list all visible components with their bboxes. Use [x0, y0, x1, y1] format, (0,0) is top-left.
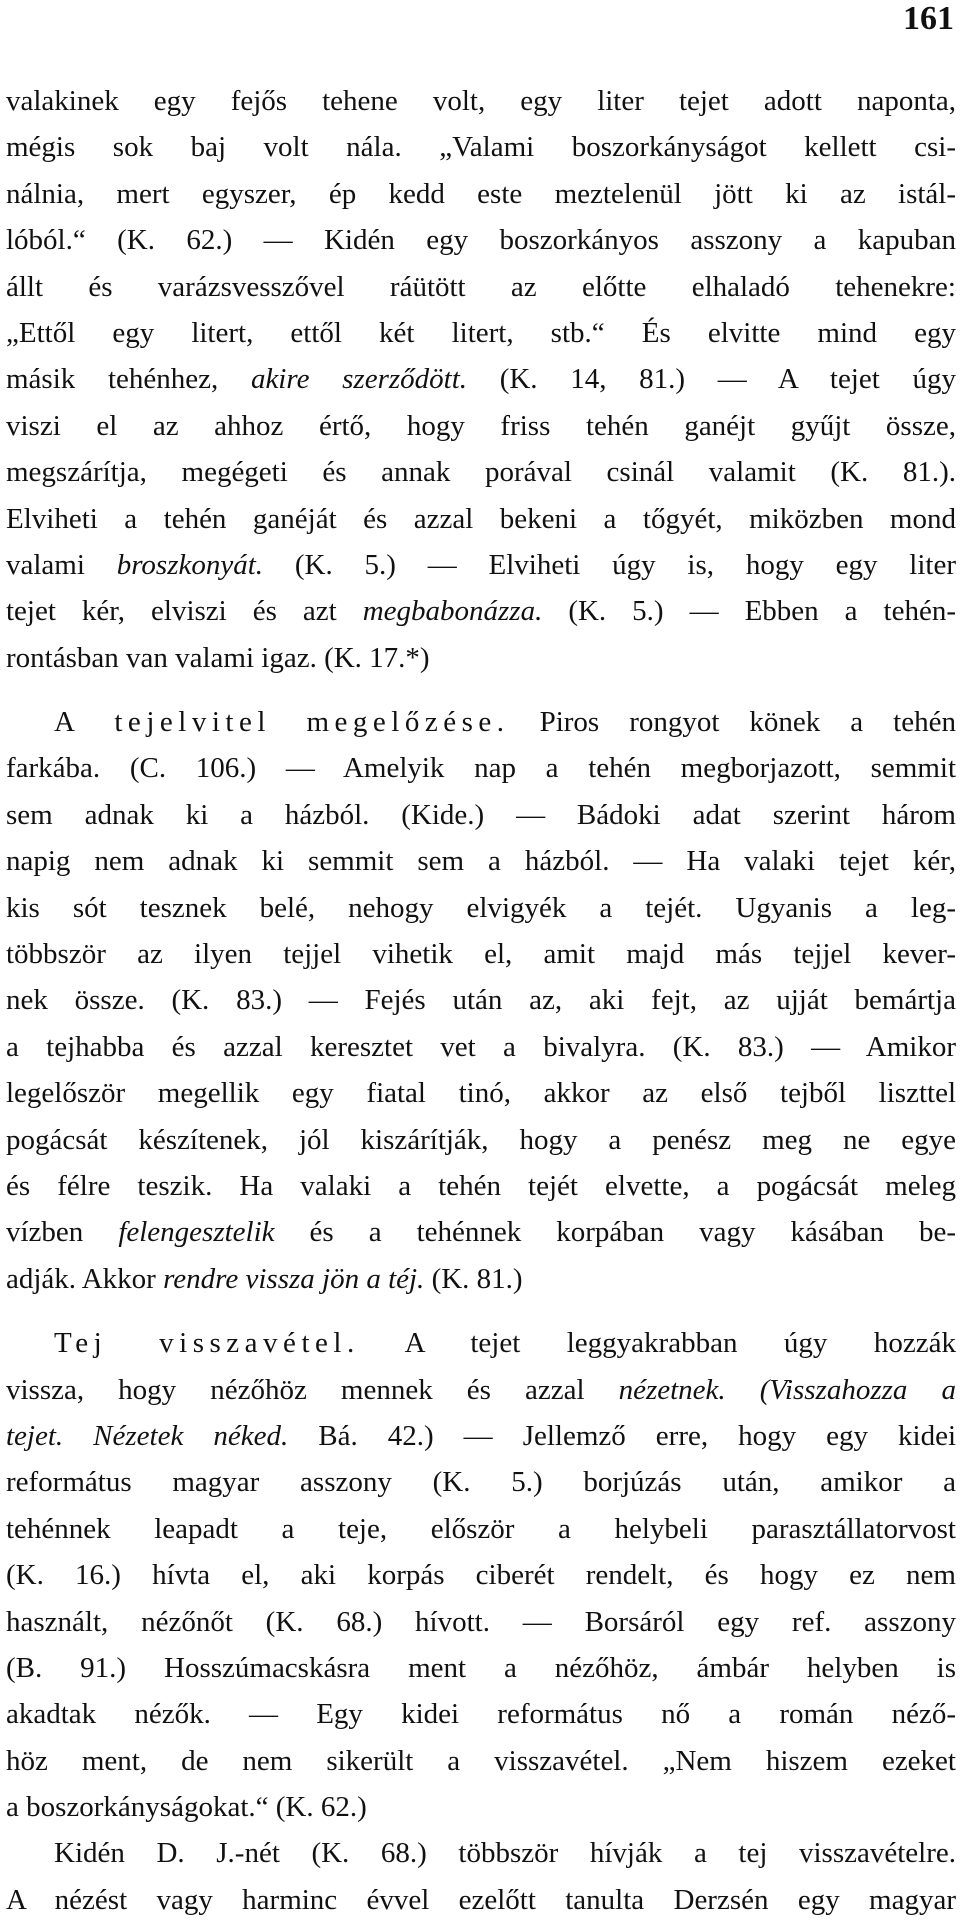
- text-line: kis sót tesznek belé, nehogy elvigyék a tejét. Ugyanis a leg-: [6, 891, 956, 924]
- text-line: a boszorkányságokat.“ (K. 62.): [6, 1791, 367, 1824]
- text-line: (K. 16.) hívta el, aki korpás ciberét rendelt, és hogy ez nem: [6, 1559, 956, 1592]
- text-line: farkába. (C. 106.) — Amelyik nap a tehén megborjazott, semmit: [6, 752, 956, 785]
- text-line: mégis sok baj volt nála. „Valami boszorkányságot kellett csi-: [6, 131, 956, 164]
- italic-phrase: nézetnek. (Visszahozza a: [618, 1373, 956, 1406]
- text-line: nálnia, mert egyszer, ép kedd este meztelenül jött ki az istál-: [6, 177, 956, 210]
- text-line: sem adnak ki a házból. (Kide.) — Bádoki adat szerint három: [6, 798, 956, 831]
- text-line: napig nem adnak ki semmit sem a házból. — Ha valaki tejet kér,: [6, 845, 956, 878]
- text-line: a tejhabba és azzal keresztet vet a bivalyra. (K. 83.) — Amikor: [6, 1030, 956, 1063]
- body-text: [6, 78, 956, 1923]
- text-line: adják. Akkor rendre vissza jön a téj. (K. 81.): [6, 1262, 523, 1295]
- text-line: tejet. Nézetek néked. Bá. 42.) — Jellemző erre, hogy egy kidei: [6, 1419, 956, 1452]
- text-line: használt, nézőnőt (K. 68.) hívott. — Borsáról egy ref. asszony: [6, 1605, 956, 1638]
- text-line: másik tehénhez, akire szerződött. (K. 14, 81.) — A tejet úgy: [6, 363, 956, 396]
- text-line: A nézést vagy harminc évvel ezelőtt tanulta Derzsén egy magyar: [6, 1883, 956, 1916]
- section-heading: A tejelvitel megelőzése.: [54, 706, 510, 739]
- text-line: nek össze. (K. 83.) — Fejés után az, aki fejt, az ujját bemártja: [6, 984, 956, 1017]
- text-line: lóból.“ (K. 62.) — Kidén egy boszorkányos asszony a kapuban: [6, 224, 956, 257]
- text-line: megszárítja, megégeti és annak porával csinál valamit (K. 81.).: [6, 456, 956, 489]
- text-line: tejet kér, elviszi és azt megbabonázza. (K. 5.) — Ebben a tehén-: [6, 595, 956, 628]
- text-line: viszi el az ahhoz értő, hogy friss tehén ganéjt gyűjt össze,: [6, 409, 956, 442]
- italic-phrase: felengesztelik: [118, 1216, 275, 1249]
- italic-phrase: tejet. Nézetek néked.: [6, 1419, 289, 1452]
- text-line: és félre teszik. Ha valaki a tehén tejét elvette, a pogácsát meleg: [6, 1169, 956, 1202]
- text-line: rontásban van valami igaz. (K. 17.*): [6, 641, 430, 674]
- text-line: vízben felengesztelik és a tehénnek korpában vagy kásában be-: [6, 1216, 956, 1249]
- italic-phrase: megbabonázza.: [362, 595, 543, 628]
- text-line: tehénnek leapadt a teje, először a helybeli parasztállatorvost: [6, 1512, 956, 1545]
- text-line: valami broszkonyát. (K. 5.) — Elviheti úgy is, hogy egy liter: [6, 548, 956, 581]
- text-line: (B. 91.) Hosszúmacskásra ment a nézőhöz, ámbár helyben is: [6, 1651, 956, 1684]
- section-heading-line: Tej visszavétel. A tejet leggyakrabban úgy hozzák: [54, 1327, 956, 1360]
- text-line: állt és varázsvesszővel ráütött az előtte elhaladó tehenekre:: [6, 270, 956, 303]
- text-line: pogácsát készítenek, jól kiszárítják, hogy a penész meg ne egye: [6, 1123, 956, 1156]
- italic-phrase: rendre vissza jön a téj.: [163, 1262, 425, 1295]
- text-line: Kidén D. J.-nét (K. 68.) többször hívják a tej visszavételre.: [54, 1837, 956, 1870]
- paragraph-gap: [6, 681, 956, 699]
- section-heading: Tej visszavétel.: [54, 1327, 360, 1360]
- text-line: református magyar asszony (K. 5.) borjúzás után, amikor a: [6, 1466, 956, 1499]
- text-line: legelőször megellik egy fiatal tinó, akkor az első tejből liszttel: [6, 1077, 956, 1110]
- section-heading-line: A tejelvitel megelőzése. Piros rongyot könek a tehén: [54, 706, 956, 739]
- italic-phrase: broszkonyát.: [116, 548, 264, 581]
- text-line: többször az ilyen tejjel vihetik el, amit majd más tejjel kever-: [6, 938, 956, 971]
- paragraph-gap: [6, 1302, 956, 1320]
- text-line: Elviheti a tehén ganéját és azzal bekeni a tőgyét, miközben mond: [6, 502, 956, 535]
- italic-phrase: akire szerződött.: [250, 363, 468, 396]
- text-line: valakinek egy fejős tehene volt, egy liter tejet adott naponta,: [6, 85, 956, 117]
- text-line: vissza, hogy nézőhöz mennek és azzal nézetnek. (Visszahozza a: [6, 1373, 956, 1406]
- text-line: höz ment, de nem sikerült a visszavétel. „Nem hiszem ezeket: [6, 1744, 956, 1777]
- text-line: „Ettől egy litert, ettől két litert, stb.“ És elvitte mind egy: [6, 316, 956, 349]
- text-line: akadtak nézők. — Egy kidei református nő a román néző-: [6, 1698, 956, 1731]
- page-number: 161: [903, 0, 954, 37]
